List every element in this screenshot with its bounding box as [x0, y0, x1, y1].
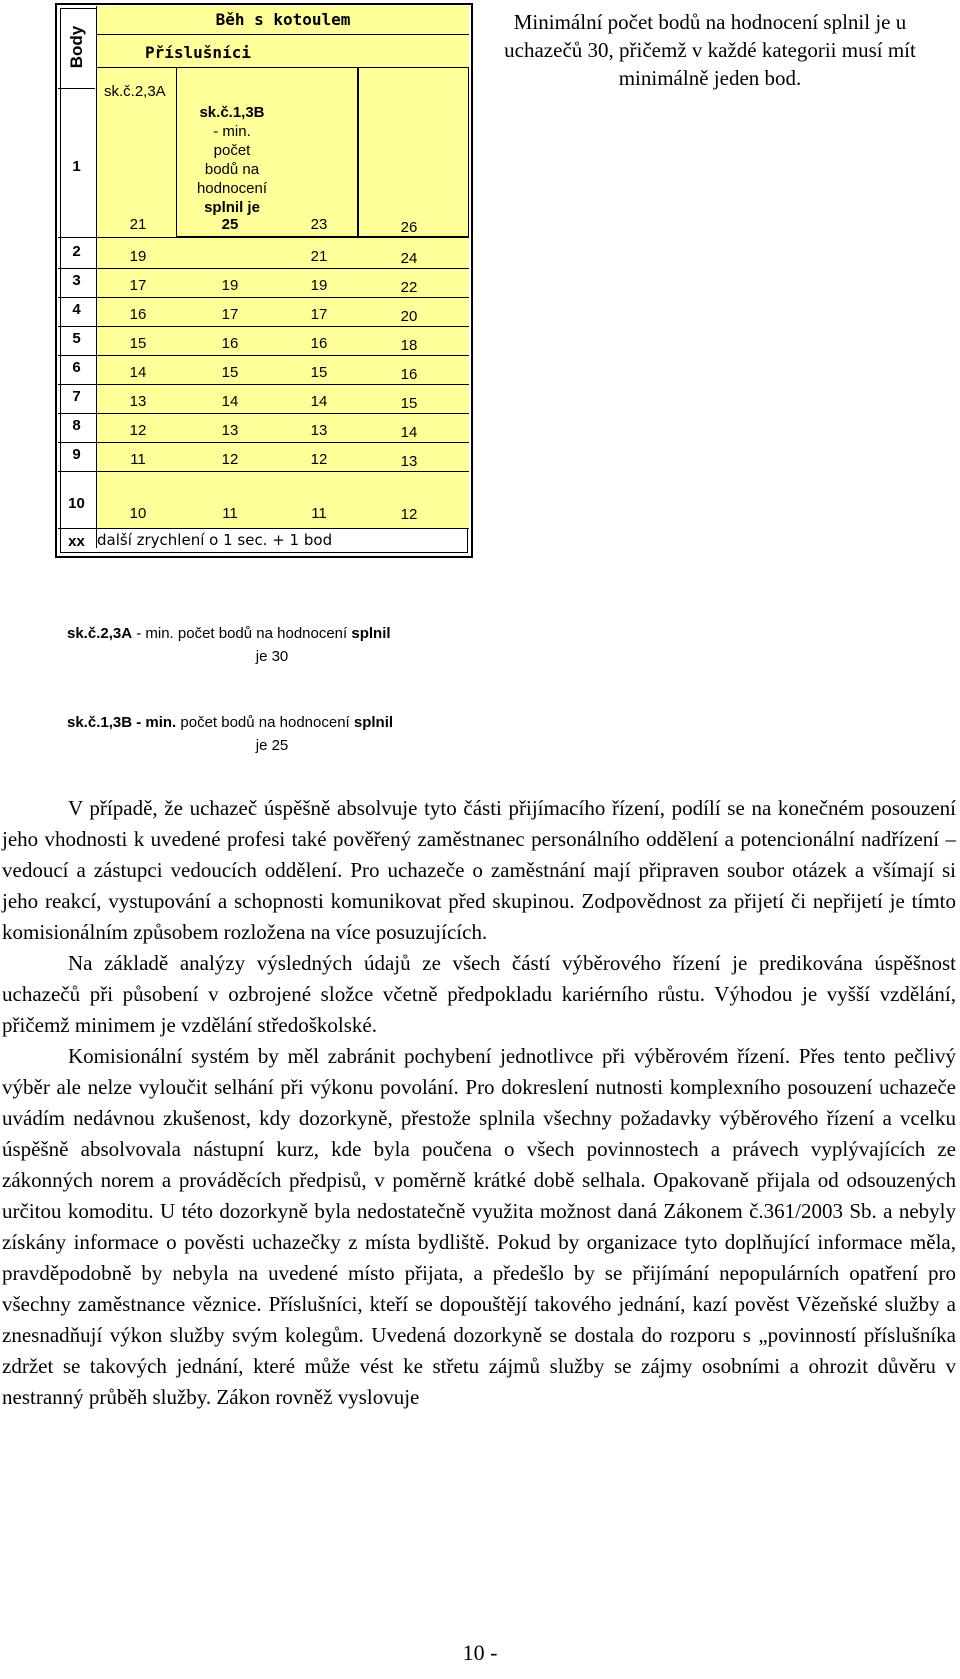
cell-a: 10: [129, 505, 147, 522]
cell-b: 19: [221, 277, 239, 294]
table-subtitle: Příslušníci: [145, 43, 251, 62]
cell-c: 13: [310, 422, 328, 439]
cell-d: 26: [400, 219, 418, 236]
min-line-a-2: je 30: [255, 648, 289, 665]
note-text: Minimální počet bodů na hodnocení splnil je u uchazečů 30, přičemž v každé kategorii musí mít minimálně jeden bod.: [504, 10, 916, 90]
min-b-middle: počet bodů na hodnocení: [176, 714, 354, 731]
col-b-line: bodů na: [204, 161, 260, 178]
col-b-line: počet: [213, 142, 251, 159]
row-divider: [58, 384, 469, 385]
cell-a: 19: [129, 248, 147, 265]
cell-a: 12: [129, 422, 147, 439]
paragraph: Komisionální systém by měl zabránit pochybení jednotlivce při výběrovém řízení. Přes tento pečlivý výběr ale nelze vyloučit selhání při výkonu povolání. Pro dokreslení nutnosti komplexního posouzení uchazeče uvádím nedávnou zkušenost, kdy dozorkyně, přestože splnila všechny požadavky výběrového řízení a vcelku úspěšně absolvovala nástupní kurz, kde byla poučena o všech povinnostech a právech vyplývajících ze zákonných norem a prováděcích předpisů, v poměrně krátké době selhala. Opakovaně přijala od odsouzených určitou komoditu. U této dozorkyně byla nedostatečně využita možnost daná Zákonem č.361/2003 Sb. a nebyly získány informace o pověsti uchazečky z místa bydliště. Pokud by organizace tyto doplňující informace měla, pravděpodobně by nebyla na uvedené místo přijata, a předešlo by se přijímání nepopulárních opatření pro všechny zaměstnance věznice. Příslušníci, kteří se dopouštějí takového jednání, kazí pověst Vězeňské služby a znesnadňují výkon služby svým kolegům. Uvedená dozorkyně se dostala do rozporu s „povinností příslušníka zdržet se takových jednání, které může vést ke střetu zájmů služby se zájmy osobními a ohrozit důvěru v nestranný průběh služby. Zákon rovněž vyslovuje: [2, 1044, 956, 1409]
col-b-line: hodnocení: [196, 180, 268, 197]
cell-c: 16: [310, 335, 328, 352]
min-a-prefix: sk.č.2,3A: [67, 625, 133, 642]
cell-d: 15: [400, 395, 418, 412]
col-b-label: [184, 103, 280, 217]
col-b-line: - min.: [213, 123, 251, 140]
row-label: 9: [72, 446, 81, 463]
cell-b: 17: [221, 306, 239, 323]
page-number: 10 -: [462, 1640, 498, 1665]
paragraph: Na základě analýzy výsledných údajů ze všech částí výběrového řízení je predikována úspěšnost uchazečů při působení v ozbrojené složce včetně předpokladu kariérního růstu. Výhodou je vyšší vzdělání, přičemž minimem je vzdělání středoškolské.: [2, 951, 956, 1037]
cell-b: 13: [221, 422, 239, 439]
cell-b: 12: [221, 451, 239, 468]
min-line-b-2: je 25: [255, 737, 289, 754]
min-line-b: [67, 714, 393, 731]
paragraph: V případě, že uchazeč úspěšně absolvuje tyto části přijímacího řízení, podílí se na konečném posouzení jeho vhodnosti k uvedené profesi také pověřený zaměstnanec personálního oddělení a potencionální nadřízení – vedoucí a zástupci vedoucích oddělení. Pro uchazeče o zaměstnání mají připraven soubor otázek a všímají si jeho reakcí, vystupování a schopnosti komunikovat před skupinou. Zodpovědnost za přijetí či nepřijetí je tímto komisionálním způsobem rozložena na více posuzujících.: [2, 796, 956, 944]
cell-d: 20: [400, 308, 418, 325]
xx-row-text: další zrychlení o 1 sec. + 1 bod: [97, 531, 333, 549]
col-a-label: sk.č.2,3A: [104, 83, 166, 100]
row-label: 10: [68, 495, 85, 512]
min-b-bold: splnil: [353, 714, 394, 731]
body-header-label: Body: [66, 25, 86, 69]
cell-c: 17: [310, 306, 328, 323]
cell-a: 17: [129, 277, 147, 294]
cell-c: 12: [310, 451, 328, 468]
row-divider: [58, 297, 469, 298]
row-label: 2: [72, 243, 81, 260]
row-divider: [58, 471, 469, 472]
row-label: 8: [72, 417, 81, 434]
min-a-bold: splnil: [351, 625, 391, 642]
cell-a: 16: [129, 306, 147, 323]
row-divider: [58, 442, 469, 443]
cell-b: 14: [221, 393, 239, 410]
min-b-prefix: sk.č.1,3B - min.: [67, 714, 177, 731]
row-label: 3: [72, 272, 81, 289]
cell-d: 12: [400, 506, 418, 523]
cell-a: 13: [129, 393, 147, 410]
cell-a: 15: [129, 335, 147, 352]
cell-d: 14: [400, 424, 418, 441]
row-label-xx: xx: [68, 533, 85, 550]
cell-d: 16: [400, 366, 418, 383]
col-b-line: sk.č.1,3B: [199, 104, 265, 121]
cell-a: 14: [129, 364, 147, 381]
cell-d: 18: [400, 337, 418, 354]
cell-a: 21: [129, 216, 147, 233]
cell-c: 15: [310, 364, 328, 381]
cell-b: 16: [221, 335, 239, 352]
cell-c: 19: [310, 277, 328, 294]
row-divider: [58, 268, 469, 269]
row-label: 6: [72, 359, 81, 376]
cell-d: 22: [400, 279, 418, 296]
cell-c: 11: [311, 505, 327, 522]
row-label: 4: [72, 301, 81, 318]
row-label: 5: [72, 330, 81, 347]
table-title: Běh s kotoulem: [215, 10, 351, 29]
cell-c: 14: [310, 393, 328, 410]
cell-c: 23: [310, 216, 328, 233]
cell-b: 15: [221, 364, 239, 381]
cell-d: 13: [400, 453, 418, 470]
row-divider: [58, 413, 469, 414]
row-label: 7: [72, 388, 81, 405]
row-divider: [58, 355, 469, 356]
row-divider: [58, 528, 469, 529]
body-text: [2, 793, 956, 1413]
min-line-a: [67, 625, 391, 642]
row-divider: [58, 326, 469, 327]
row-divider: [58, 237, 469, 238]
min-a-middle: - min. počet bodů na hodnocení: [132, 625, 352, 642]
cell-c: 21: [310, 248, 328, 265]
col-d-box: [358, 67, 469, 237]
column-divider: [96, 6, 97, 548]
body-column-header: [58, 6, 95, 89]
col-b-line: splnil je: [204, 199, 260, 216]
cell-b: 11: [222, 505, 238, 522]
row-label: 1: [72, 158, 81, 175]
title-divider: [97, 34, 469, 35]
cell-d: 24: [400, 250, 418, 267]
cell-b: 25: [221, 216, 239, 233]
cell-a: 11: [130, 451, 146, 468]
